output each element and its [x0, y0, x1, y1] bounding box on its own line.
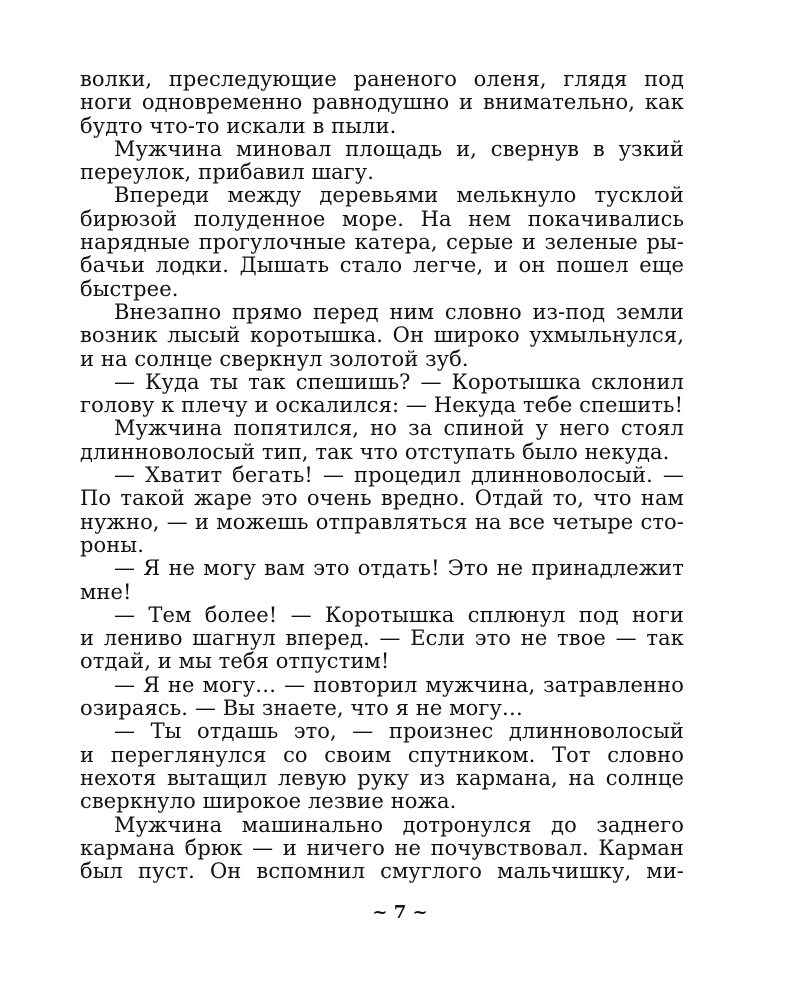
text-line: озираясь. — Вы знаете, что я не могу… — [80, 697, 524, 721]
paragraph — [80, 184, 684, 300]
text-line: Мужчина попятился, но за спиной у него стоял — [114, 417, 684, 441]
text-line: Мужчина миновал площадь и, свернув в узкий — [114, 137, 684, 161]
text-line: Мужчина машинально дотронулся до заднего — [114, 813, 684, 837]
paragraph — [80, 301, 684, 371]
text-line: был пуст. Он вспомнил смуглого мальчишку, ми- — [80, 860, 684, 884]
text-line: возник лысый коротышка. Он широко ухмыльнулся, — [80, 324, 684, 348]
text-line: кармана брюк — и ничего не почувствовал. Карман — [80, 836, 684, 860]
text-line: бирюзой полуденное море. На нем покачивались — [80, 207, 684, 231]
text-line: Впереди между деревьями мелькнуло тусклой — [114, 184, 684, 208]
text-line: отдай, и мы тебя отпустим! — [80, 650, 390, 674]
text-line: роны. — [80, 533, 144, 557]
text-line: — Ты отдашь это, — произнес длинноволосый — [114, 720, 684, 744]
paragraph — [80, 464, 684, 557]
paragraph — [80, 604, 684, 674]
text-line: — Куда ты так спешишь? — Коротышка склонил — [114, 370, 684, 394]
text-line: и лениво шагнул вперед. — Если это не твое — так — [80, 627, 684, 651]
text-line: сверкнуло широкое лезвие ножа. — [80, 790, 457, 814]
page-number: ~ 7 ~ — [372, 902, 428, 923]
paragraph — [80, 720, 684, 813]
text-line: По такой жаре это очень вредно. Отдай то, что нам — [80, 487, 684, 511]
text-line: быстрее. — [80, 277, 179, 301]
paragraph — [80, 417, 684, 464]
text-line: бачьи лодки. Дышать стало легче, и он пошел еще — [80, 254, 684, 278]
paragraph — [80, 674, 684, 721]
text-line: Внезапно прямо перед ним словно из-под земли — [114, 300, 684, 324]
text-line: ноги одновременно равнодушно и внимательно, как — [80, 91, 684, 115]
text-line: мне! — [80, 580, 132, 604]
text-line: волки, преследующие раненого оленя, глядя под — [80, 68, 684, 91]
text-line: будто что-то искали в пыли. — [80, 114, 397, 138]
paragraph — [80, 371, 684, 418]
paragraph — [80, 68, 684, 138]
text-line: нехотя вытащил левую руку из кармана, на солнце — [80, 766, 684, 790]
text-line: и переглянулся со своим спутником. Тот словно — [80, 743, 684, 767]
paragraph — [80, 814, 684, 884]
paragraph — [80, 138, 684, 185]
text-line: переулок, прибавил шагу. — [80, 161, 375, 185]
text-line: — Я не могу… — повторил мужчина, затравленно — [114, 673, 684, 697]
text-line: голову к плечу и оскалился: — Некуда тебе спешить! — [80, 394, 684, 418]
text-line: — Я не могу вам это отдать! Это не принадлежит — [114, 557, 684, 581]
book-page-text — [80, 68, 684, 883]
text-line: и на солнце сверкнул золотой зуб. — [80, 347, 469, 371]
text-line: нужно, — и можешь отправляться на все четыре сто- — [80, 510, 684, 534]
text-line: длинноволосый тип, так что отступать было некуда. — [80, 440, 670, 464]
text-line: — Тем более! — Коротышка сплюнул под ноги — [114, 603, 684, 627]
text-line: — Хватит бегать! — процедил длинноволосый. — — [114, 464, 684, 488]
paragraph — [80, 557, 684, 604]
text-line: нарядные прогулочные катера, серые и зеленые ры- — [80, 231, 684, 255]
